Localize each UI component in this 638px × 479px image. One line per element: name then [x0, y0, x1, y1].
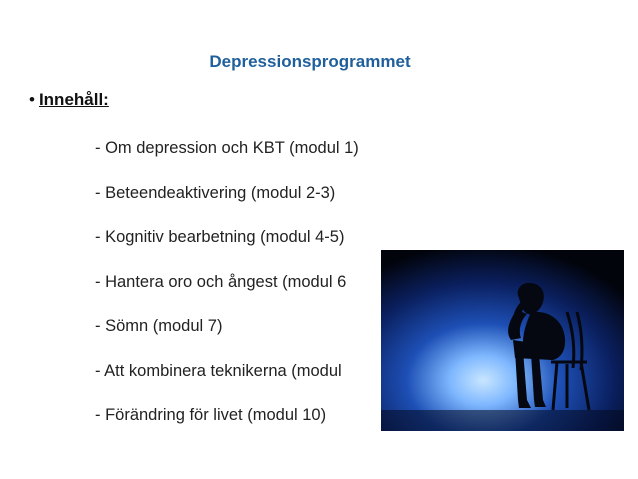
content-heading-label: Innehåll:: [38, 90, 109, 109]
slide-title-text: Depressionsprogrammet: [209, 52, 411, 71]
list-item: - Om depression och KBT (modul 1): [95, 139, 359, 157]
list-item: - Att kombinera teknikerna (modul: [95, 361, 342, 380]
list-item: - Beteendeaktivering (modul 2-3): [95, 183, 336, 202]
list-item: - Hantera oro och ångest (modul 6: [95, 272, 347, 291]
list-item: - Kognitiv bearbetning (modul 4-5): [95, 228, 345, 246]
content-heading: [29, 90, 109, 110]
seated-person-silhouette-image: [381, 250, 624, 431]
slide-title: [0, 52, 620, 72]
list-item: - Förändring för livet (modul 10): [95, 406, 327, 424]
module-list: [95, 138, 359, 450]
depression-photo: [381, 250, 624, 431]
list-item: - Sömn (modul 7): [95, 317, 223, 335]
bullet-point: •: [29, 90, 35, 109]
